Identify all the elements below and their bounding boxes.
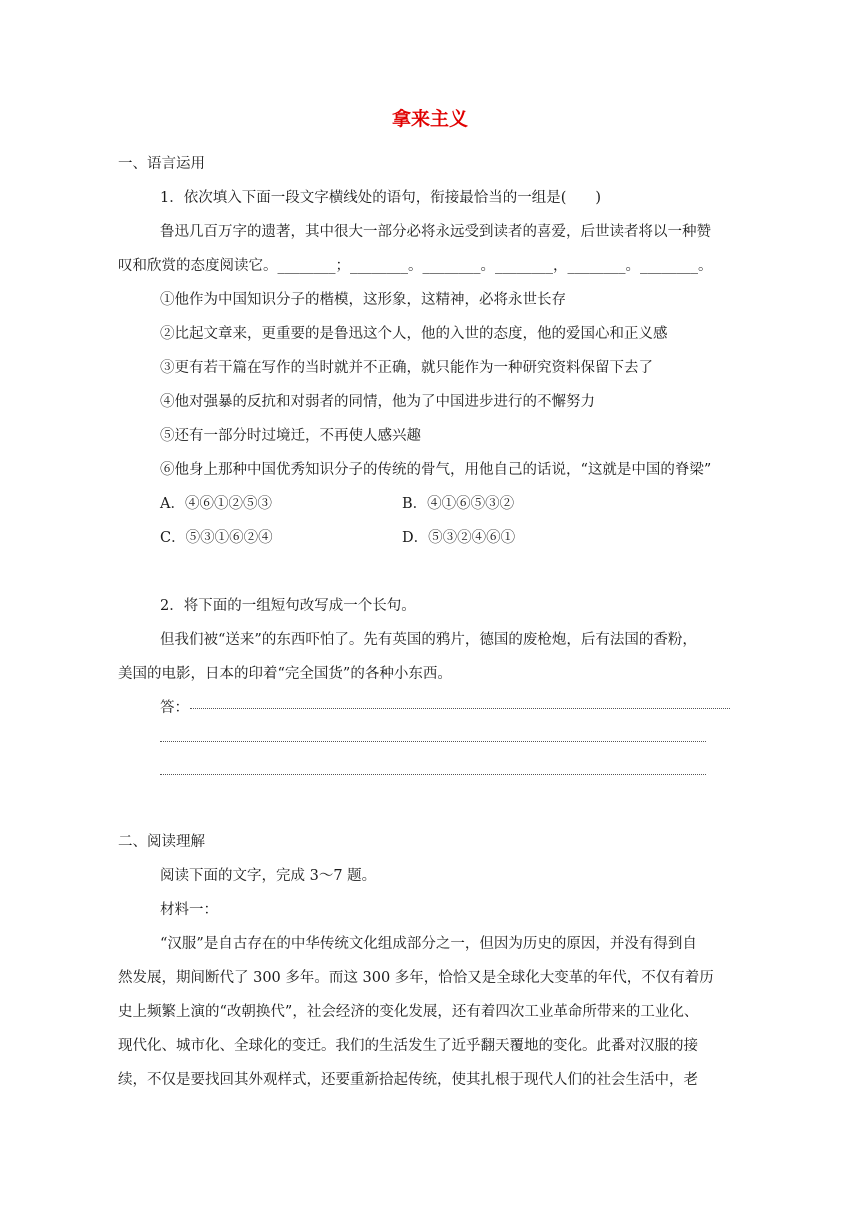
paragraph-line: 史上频繁上演的“改朝换代”，社会经济的变化发展，还有着四次工业革命所带来的工业化、 xyxy=(118,1004,699,1020)
section-heading-language: 一、语言运用 xyxy=(118,156,205,172)
answer-label: 答： xyxy=(160,700,189,716)
option-c: C．⑤③①⑥②④ xyxy=(160,530,273,546)
question-1-item: ③更有若干篇在写作的当时就并不正确，就只能作为一种研究资料保留下去了 xyxy=(160,360,653,376)
option-a: A．④⑥①②⑤③ xyxy=(160,496,272,512)
paragraph-line: 现代化、城市化、全球化的变迁。我们的生活发生了近乎翻天覆地的变化。此番对汉服的接 xyxy=(118,1038,698,1054)
question-1-item: ①他作为中国知识分子的楷模，这形象，这精神，必将永世长存 xyxy=(160,292,566,308)
option-b: B．④①⑥⑤③② xyxy=(402,496,515,512)
question-2-passage-line: 美国的电影，日本的印着“完全国货”的各种小东西。 xyxy=(118,666,452,682)
paragraph-line: 然发展，期间断代了 300 多年。而这 300 多年，恰恰又是全球化大变革的年代，不仅有着历 xyxy=(118,970,714,986)
answer-line xyxy=(160,774,706,775)
section-heading-reading: 二、阅读理解 xyxy=(118,834,205,850)
question-1-item: ②比起文章来，更重要的是鲁迅这个人，他的入世的态度，他的爱国心和正义感 xyxy=(160,326,668,342)
answer-line xyxy=(160,741,706,742)
question-1-item: ⑥他身上那种中国优秀知识分子的传统的骨气，用他自己的话说，“这就是中国的脊梁” xyxy=(160,462,712,478)
question-1-item: ⑤还有一部分时过境迁，不再使人感兴趣 xyxy=(160,428,421,444)
question-1-passage-line: 叹和欣赏的态度阅读它。________；________。________。________，________。________。 xyxy=(118,258,713,274)
question-1-item: ④他对强暴的反抗和对弱者的同情，他为了中国进步进行的不懈努力 xyxy=(160,394,595,410)
question-1-prompt: 1．依次填入下面一段文字横线处的语句，衔接最恰当的一组是( ) xyxy=(160,190,602,206)
page-title: 拿来主义 xyxy=(391,108,468,130)
answer-line xyxy=(190,708,730,709)
paragraph-line: “汉服”是自古存在的中华传统文化组成部分之一，但因为历史的原因，并没有得到自 xyxy=(160,936,697,952)
question-2-passage-line: 但我们被“送来”的东西吓怕了。先有英国的鸦片，德国的废枪炮，后有法国的香粉， xyxy=(160,632,697,648)
paragraph-line: 续，不仅是要找回其外观样式，还要重新拾起传统，使其扎根于现代人们的社会生活中，老 xyxy=(118,1072,698,1088)
material-label: 材料一： xyxy=(160,902,218,918)
question-2-prompt: 2．将下面的一组短句改写成一个长句。 xyxy=(160,598,416,614)
option-d: D．⑤③②④⑥① xyxy=(402,530,516,546)
question-1-passage-line: 鲁迅几百万字的遗著，其中很大一部分必将永远受到读者的喜爱，后世读者将以一种赞 xyxy=(160,224,711,240)
reading-instruction: 阅读下面的文字，完成 3～7 题。 xyxy=(160,868,377,884)
